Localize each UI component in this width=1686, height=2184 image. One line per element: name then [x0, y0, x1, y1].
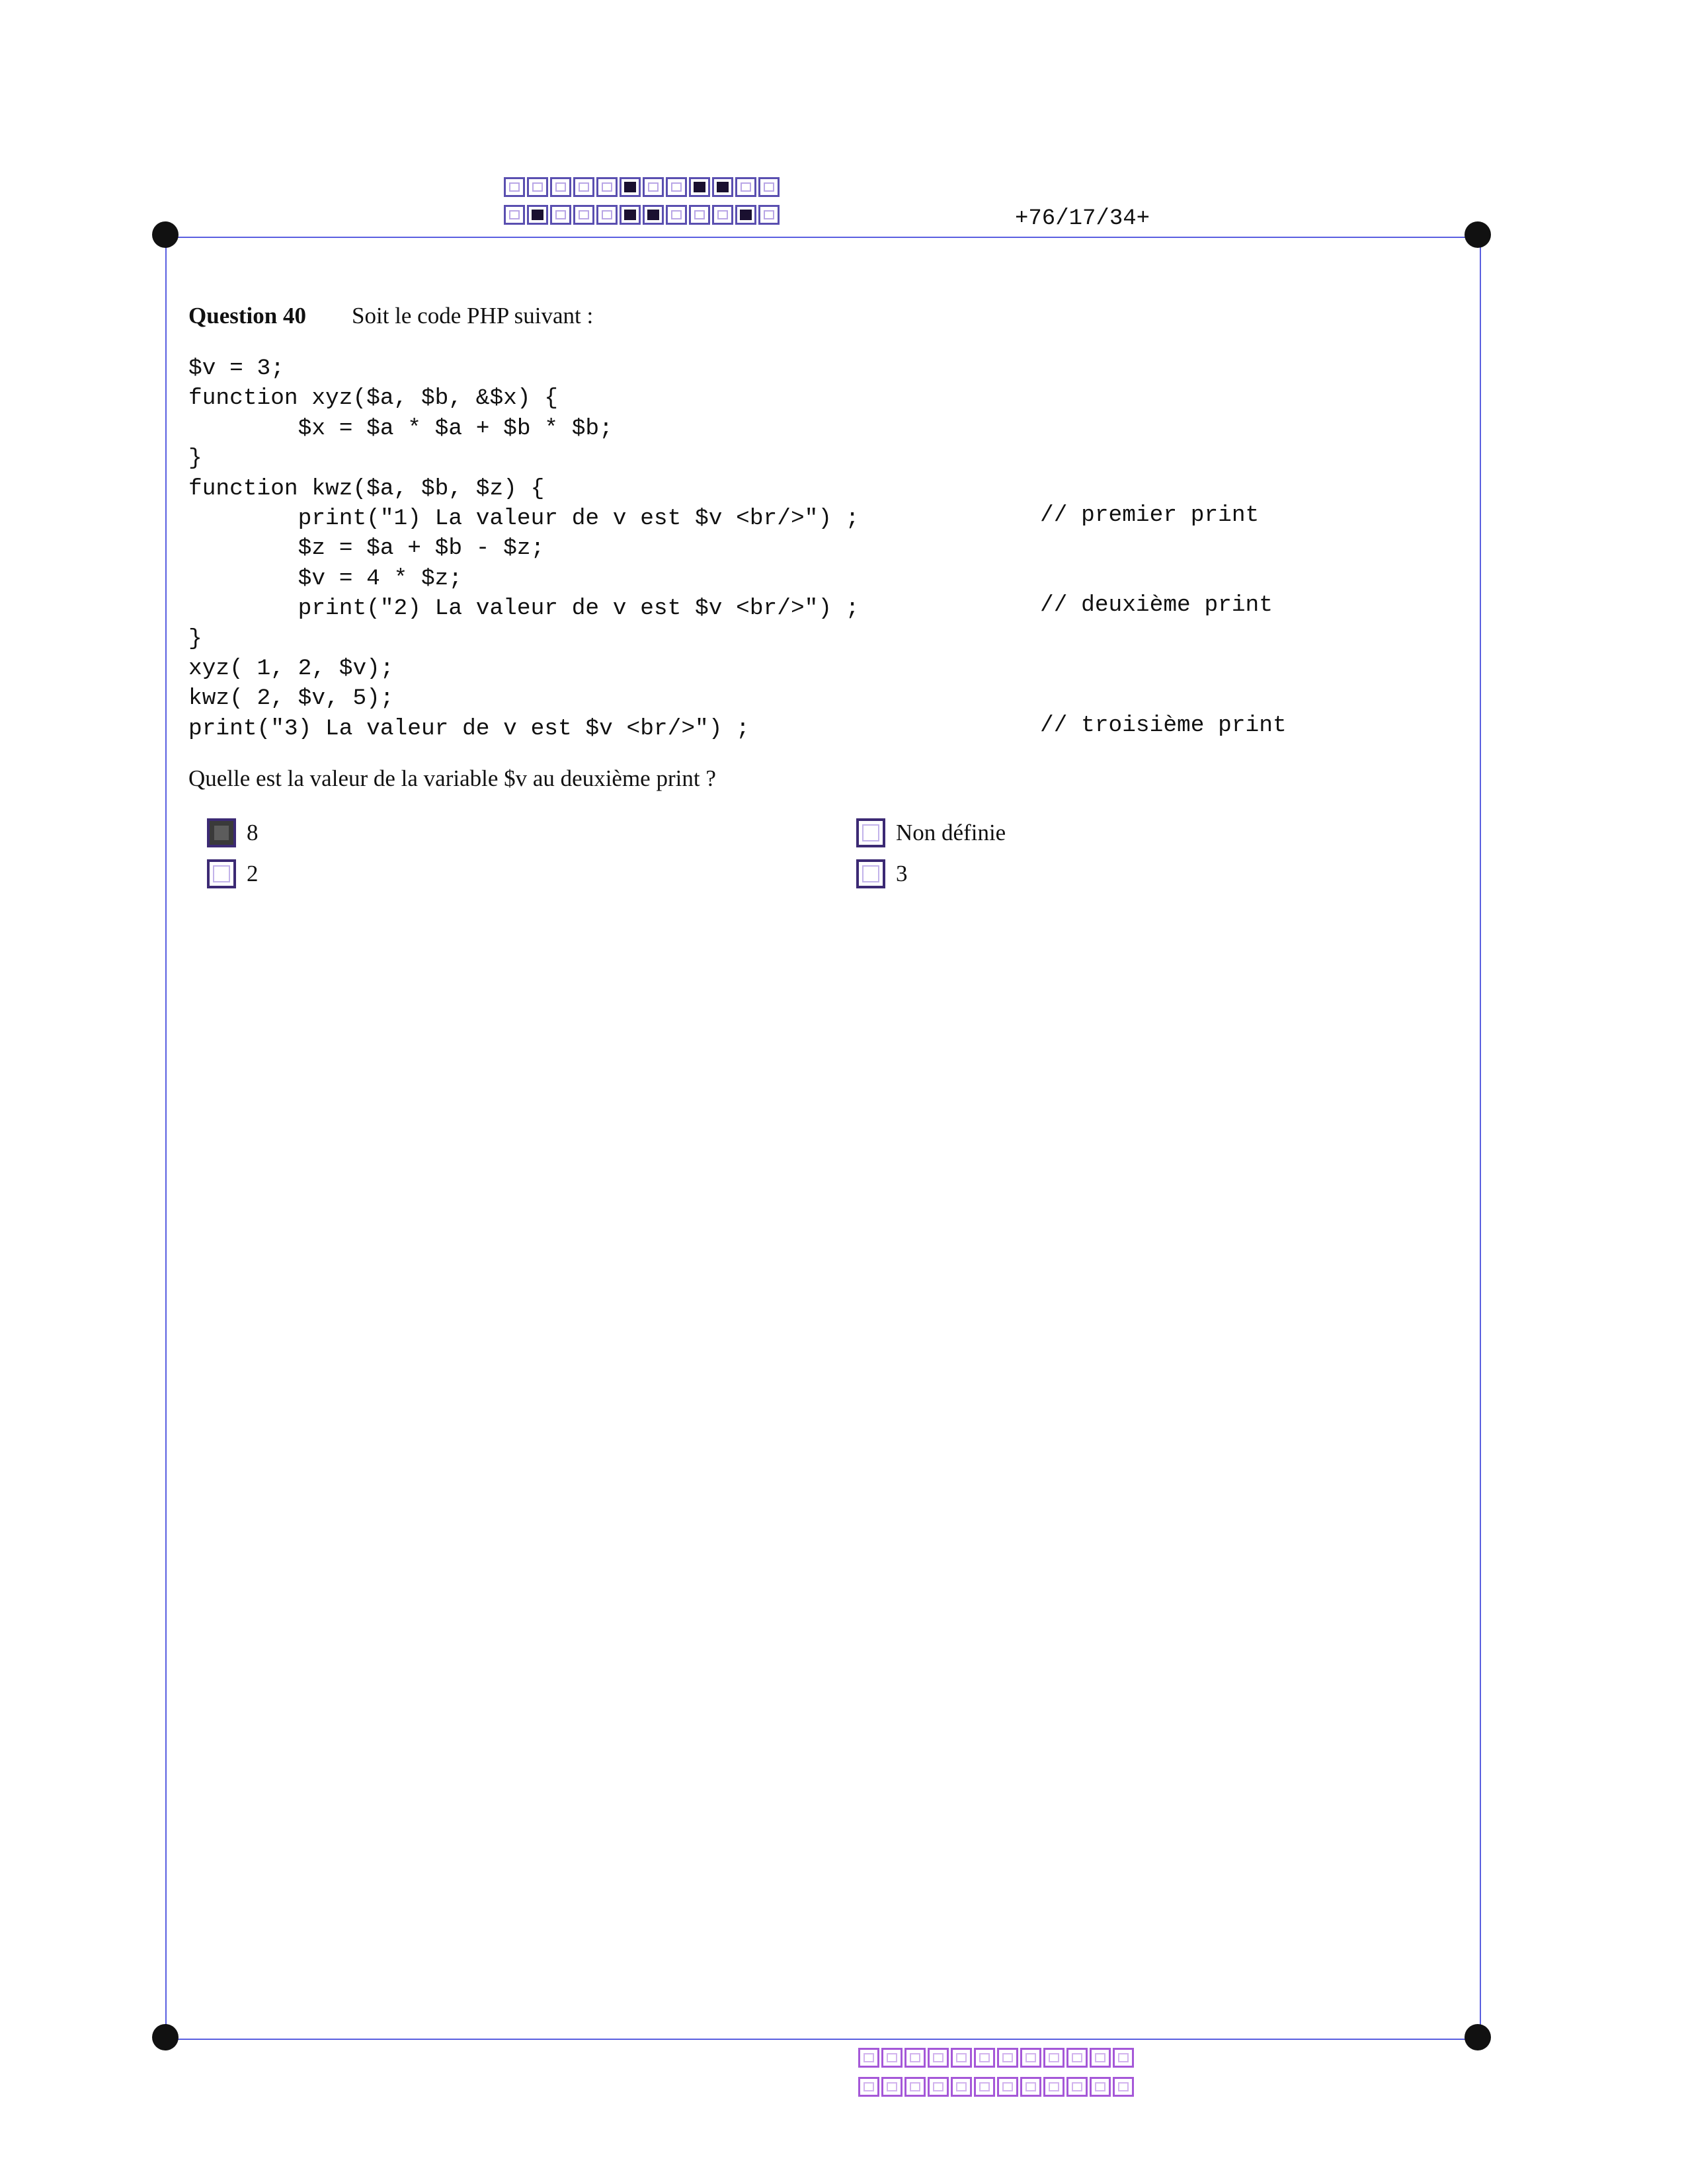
footer-code-cell — [928, 2077, 949, 2097]
footer-code-cell — [881, 2077, 903, 2097]
code-cell — [643, 177, 664, 197]
code-cell — [596, 177, 618, 197]
comment-second-print: // deuxième print — [1040, 592, 1273, 618]
code-cell — [643, 205, 664, 225]
footer-code-row-1 — [858, 2048, 1136, 2068]
answer-option-2[interactable] — [207, 859, 259, 888]
footer-code-cell — [1020, 2048, 1041, 2068]
answer-checkbox[interactable] — [207, 859, 236, 888]
code-cell — [689, 205, 710, 225]
answer-checkbox[interactable] — [856, 818, 885, 847]
footer-code-cell — [858, 2077, 879, 2097]
footer-code-cell — [951, 2077, 972, 2097]
footer-code-cell — [974, 2077, 995, 2097]
code-cell — [735, 177, 756, 197]
code-cell — [620, 177, 641, 197]
registration-mark-top-left — [152, 221, 179, 248]
answer-checkbox[interactable] — [207, 818, 236, 847]
footer-code-cell — [904, 2048, 926, 2068]
frame-bottom-line — [165, 2039, 1481, 2040]
footer-code-cell — [1066, 2048, 1088, 2068]
footer-code-cell — [997, 2077, 1018, 2097]
question-intro: Soit le code PHP suivant : — [352, 303, 594, 329]
code-cell — [758, 205, 780, 225]
page-id: +76/17/34+ — [1015, 206, 1150, 231]
header-code-row-1 — [504, 177, 782, 197]
comment-first-print: // premier print — [1040, 502, 1260, 528]
footer-code-cell — [881, 2048, 903, 2068]
answer-option-3[interactable] — [856, 859, 908, 888]
footer-code-cell — [1020, 2077, 1041, 2097]
footer-code-cell — [1113, 2077, 1134, 2097]
footer-code-cell — [858, 2048, 879, 2068]
frame-top-line — [165, 237, 1481, 238]
registration-mark-top-right — [1465, 221, 1491, 248]
answer-label: 3 — [896, 861, 908, 886]
code-cell — [689, 177, 710, 197]
footer-code-cell — [1090, 2048, 1111, 2068]
code-cell — [527, 205, 548, 225]
code-cell — [573, 205, 594, 225]
footer-code-cell — [1113, 2048, 1134, 2068]
answer-option-non-definie[interactable] — [856, 818, 1006, 847]
comment-third-print: // troisième print — [1040, 713, 1287, 738]
code-cell — [666, 205, 687, 225]
code-cell — [527, 177, 548, 197]
footer-code-cell — [997, 2048, 1018, 2068]
frame-left-line — [165, 237, 167, 2039]
frame-right-line — [1480, 237, 1481, 2039]
question-label: Question 40 — [188, 303, 306, 329]
question-prompt: Quelle est la valeur de la variable $v au deuxième print ? — [188, 765, 716, 791]
code-cell — [735, 205, 756, 225]
answer-label: Non définie — [896, 820, 1006, 845]
footer-code-cell — [1043, 2077, 1064, 2097]
code-cell — [504, 205, 525, 225]
answer-label: 2 — [247, 861, 259, 886]
code-cell — [596, 205, 618, 225]
registration-mark-bottom-left — [152, 2024, 179, 2050]
code-cell — [550, 205, 571, 225]
answer-checkbox[interactable] — [856, 859, 885, 888]
code-cell — [712, 205, 733, 225]
answer-label: 8 — [247, 820, 259, 845]
registration-mark-bottom-right — [1465, 2024, 1491, 2050]
code-cell — [550, 177, 571, 197]
footer-code-cell — [1043, 2048, 1064, 2068]
footer-code-cell — [904, 2077, 926, 2097]
footer-code-cell — [928, 2048, 949, 2068]
footer-code-cell — [1066, 2077, 1088, 2097]
code-cell — [712, 177, 733, 197]
footer-code-cell — [1090, 2077, 1111, 2097]
code-cell — [504, 177, 525, 197]
answer-option-8[interactable] — [207, 818, 259, 847]
php-code-block: $v = 3; function xyz($a, $b, &$x) { $x = $a * $a + $b * $b; } function kwz($a, $b, $z) { print("1) La valeur de v est $v <br/>") ; $z = $a + $b - $z; $v = 4 * $z; print("2) La valeur de v est $v <br/>") ; } xyz( 1, 2, $v); kwz( 2, $v, 5); print("3) La valeur de v est $v <br/>") ; — [188, 356, 860, 742]
code-cell — [758, 177, 780, 197]
header-code-row-2 — [504, 205, 782, 225]
footer-code-cell — [974, 2048, 995, 2068]
code-cell — [573, 177, 594, 197]
footer-code-row-2 — [858, 2077, 1136, 2097]
code-cell — [620, 205, 641, 225]
footer-code-cell — [951, 2048, 972, 2068]
code-cell — [666, 177, 687, 197]
